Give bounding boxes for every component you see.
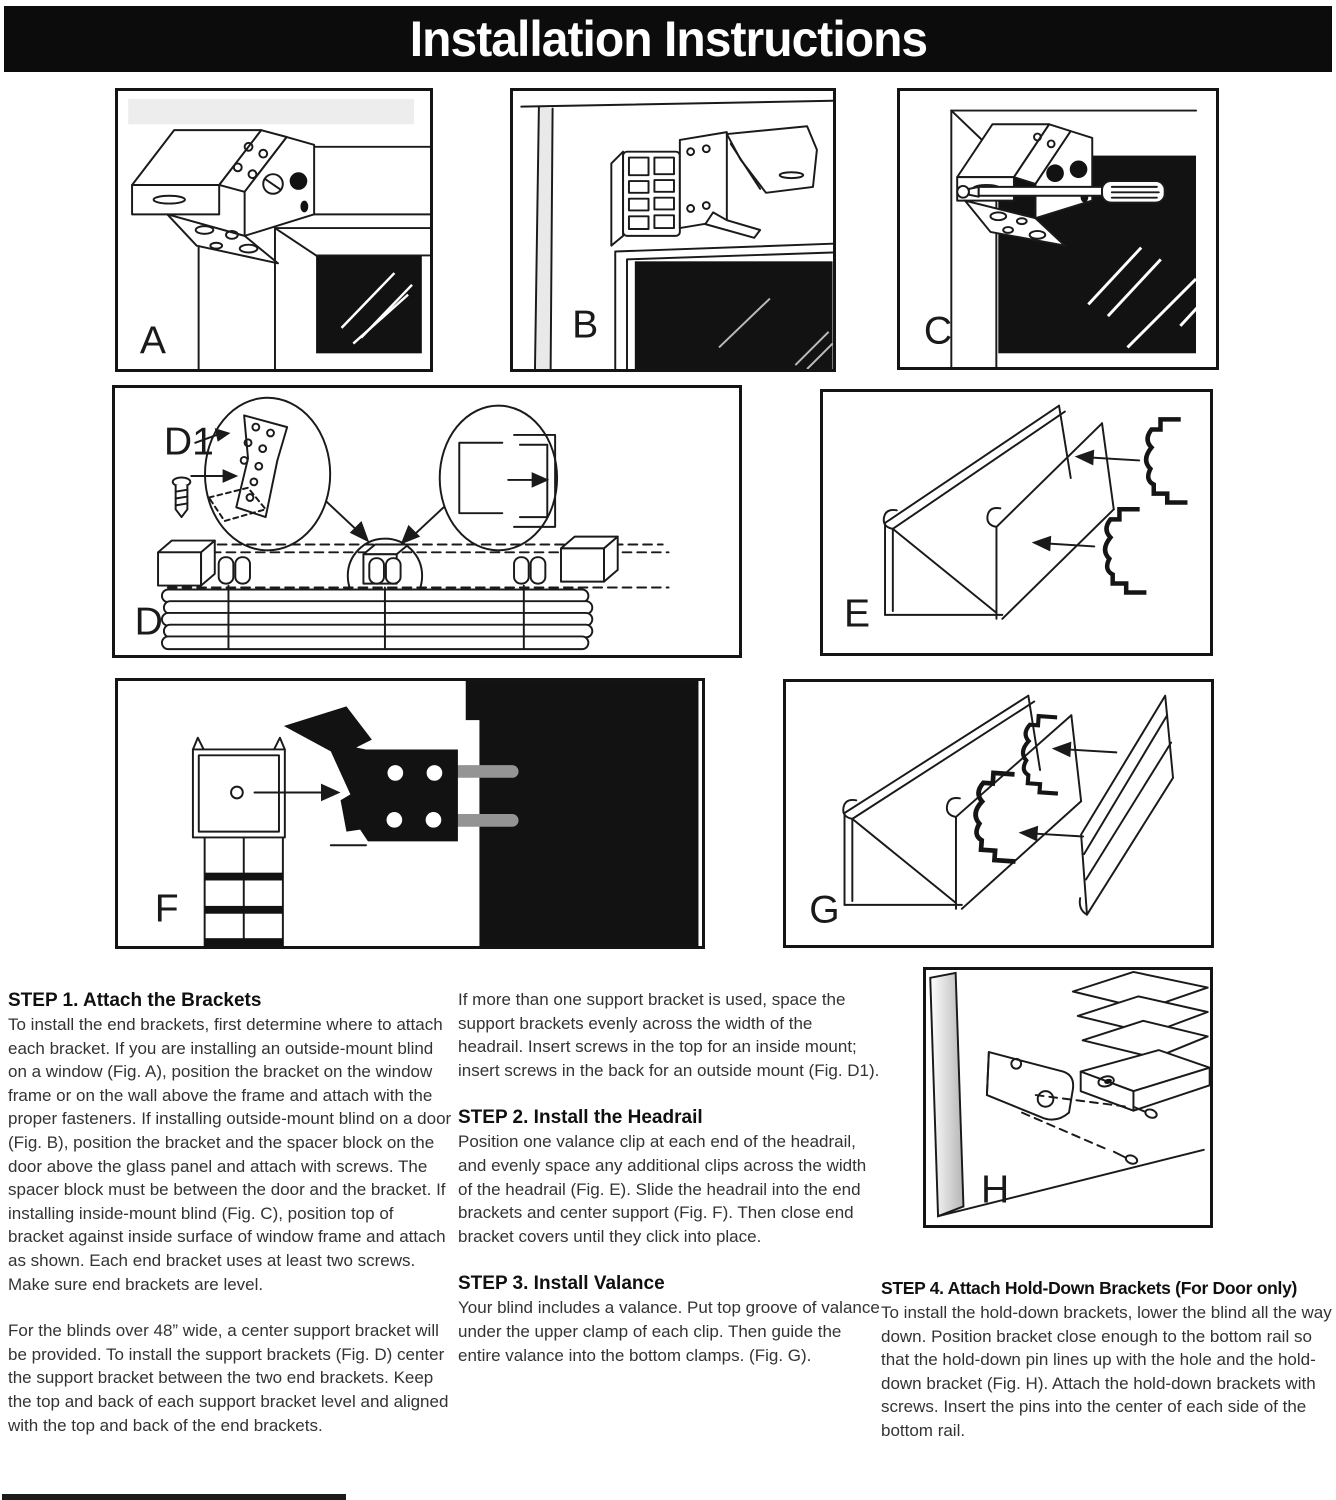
- figure-h-label: H: [981, 1168, 1010, 1212]
- figure-c-panel: [897, 88, 1219, 370]
- figure-d-panel: [112, 385, 742, 658]
- figure-c-illustration: [900, 91, 1216, 367]
- glass-pane: [316, 255, 422, 353]
- figure-f-panel: [115, 678, 705, 949]
- step1-column: [8, 988, 452, 1460]
- step2-paragraph: Position one valance clip at each end of the headrail, and evenly space any additional clips across the width of the headrail (Fig. E). Slide the headrail into the end brackets and center support (Fig. F). Then close end bracket covers until they click into place.: [458, 1132, 867, 1246]
- figure-d-illustration: [115, 388, 739, 655]
- end-bracket: [132, 130, 314, 263]
- wall-dark: [466, 681, 699, 946]
- spacer-block: [611, 152, 680, 246]
- support-bracket-paragraph: If more than one support bracket is used, space the support brackets evenly across the width of the headrail. Insert screws in the top for an inside mount; insert screws in the back for an outside mount (Fig. D1).: [458, 990, 880, 1080]
- wall-shadow: [128, 99, 414, 124]
- figure-d1-label: D1: [163, 420, 214, 464]
- valance: [1080, 696, 1173, 915]
- step4-paragraph: To install the hold-down brackets, lower the blind all the way down. Position bracket close enough to the bottom rail so that the hold-down pin lines up with the hole and the hold-down bracket (Fig. H). Attach the hold-down brackets with screws. Insert the pins into the center of each side of the bottom rail.: [881, 1303, 1332, 1440]
- figure-a-label: A: [139, 319, 167, 363]
- figure-e-panel: [820, 389, 1213, 656]
- step2-3-column: [458, 988, 882, 1390]
- page-title: Installation Instructions: [409, 11, 927, 67]
- headrail-channel: [843, 696, 1081, 909]
- screw-head: [290, 172, 308, 190]
- figure-h-illustration: [926, 970, 1210, 1225]
- step3-paragraph: Your blind includes a valance. Put top groove of valance under the upper clamp of each clip. Then guide the entire valance into the bottom clamps. (Fig. G).: [458, 1298, 880, 1365]
- figure-b-illustration: [513, 91, 833, 369]
- screw-hole: [1046, 164, 1064, 182]
- door-bottom-edge: [938, 1150, 1204, 1216]
- valance-clip-profile: [1105, 509, 1144, 592]
- blind-slats: [1073, 972, 1208, 1058]
- end-bracket: [680, 126, 817, 238]
- clip-slide-detail: [459, 435, 555, 527]
- screws: [1114, 1107, 1158, 1165]
- step1-heading: STEP 1. Attach the Brackets: [8, 990, 262, 1011]
- figure-g-illustration: [786, 682, 1211, 945]
- frame-edge-strip: [458, 720, 480, 946]
- step1-paragraph-2: For the blinds over 48” wide, a center support bracket will be provided. To install the support brackets (Fig. D) center the support bracket between the two end brackets. Keep the top and back of each support bracket level and aligned with the top and back of the end brackets.: [8, 1321, 449, 1435]
- step1-paragraph-1: To install the end brackets, first determine where to attach each bracket. If you are installing an outside-mount blind on a window (Fig. A), position the bracket on the window frame or on the wall above the frame and attach with the proper fasteners. If installing outside-mount blind on a door (Fig. B), position the bracket and the spacer block on the door above the glass panel and attach with screws. The spacer block must be between the door and the bracket. If installing inside-mount blind (Fig. C), position top of bracket against inside surface of window frame and attach as shown. Each end bracket uses at least two screws. Make sure end brackets are level.: [8, 1015, 452, 1294]
- figure-c-label: C: [923, 309, 953, 353]
- screw-hole: [1070, 160, 1088, 178]
- footer-bar: [2, 1494, 346, 1500]
- figure-a-illustration: [118, 91, 430, 369]
- figure-g-panel: [783, 679, 1214, 948]
- figure-f-label: F: [154, 887, 179, 931]
- figure-e-label: E: [843, 592, 871, 636]
- figure-a-panel: [115, 88, 433, 372]
- glass-pane: [635, 261, 833, 369]
- ladder-tape: [205, 837, 283, 946]
- valance-clips-on-rail: [219, 557, 546, 583]
- figure-e-illustration: [823, 392, 1210, 653]
- glass-pane: [998, 156, 1196, 354]
- blind-slats: [162, 589, 592, 649]
- hold-pin: [448, 765, 518, 778]
- hold-down-bracket: [987, 1052, 1073, 1120]
- figure-b-panel: [510, 88, 836, 372]
- title-banner: [4, 6, 1332, 72]
- step2-heading: STEP 2. Install the Headrail: [458, 1107, 703, 1129]
- valance-clip-profile: [1146, 419, 1185, 502]
- step3-heading: STEP 3. Install Valance: [458, 1273, 665, 1295]
- figure-d-label: D: [134, 600, 163, 644]
- hold-pin: [450, 814, 518, 827]
- end-bracket-front: [193, 738, 285, 838]
- figure-g-label: G: [809, 888, 840, 932]
- figure-h-panel: [923, 967, 1213, 1228]
- figure-b-label: B: [572, 303, 599, 347]
- headrail-channel: [884, 406, 1114, 619]
- bottom-rail: [1081, 1050, 1210, 1111]
- door-edge: [930, 973, 963, 1216]
- figure-f-illustration: [118, 681, 702, 946]
- valance-clip-profile: [972, 772, 1019, 861]
- step4-column: [881, 1276, 1336, 1466]
- screw-icon: [173, 477, 191, 517]
- step4-heading: STEP 4. Attach Hold-Down Brackets (For Door only): [881, 1278, 1298, 1298]
